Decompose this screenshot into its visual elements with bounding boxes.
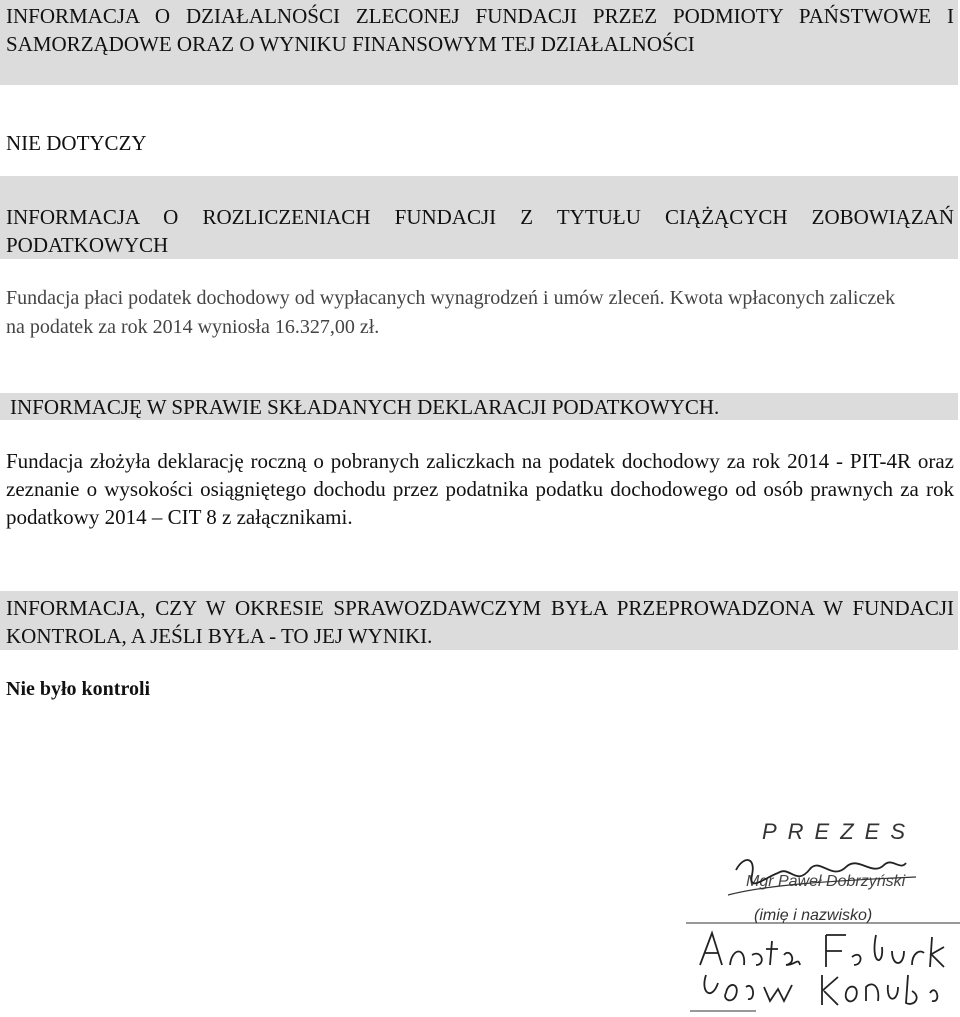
section-3-heading: INFORMACJĘ W SPRAWIE SKŁADANYCH DEKLARACJI PODATKOWYCH. <box>10 395 720 419</box>
handwritten-signatures <box>686 815 960 1017</box>
stamp-caption: (imię i nazwisko) <box>754 907 873 924</box>
signature-block <box>686 815 960 1017</box>
section-2-body: Fundacja płaci podatek dochodowy od wypłacanych wynagrodzeń i umów zleceń. Kwota wpłaconych zaliczek na podatek za rok 2014 wyniosła 16.327,00 zł. <box>6 287 896 338</box>
section-4-body: Nie było kontroli <box>6 678 151 700</box>
section-3-body: Fundacja złożyła deklarację roczną o pobranych zaliczkach na podatek dochodowy za rok 2014 - PIT-4R oraz zeznanie o wysokości osiągniętego dochodu przez podatnika podatku dochodowego od osób prawnych za rok podatkowy 2014 – CIT 8 z załącznikami. <box>6 449 954 529</box>
stamp-title: PREZES <box>762 819 917 844</box>
section-2-heading: INFORMACJA O ROZLICZENIACH FUNDACJI Z TYTUŁU CIĄŻĄCYCH ZOBOWIĄZAŃ PODATKOWYCH <box>6 205 954 257</box>
section-1-heading: INFORMACJA O DZIAŁALNOŚCI ZLECONEJ FUNDACJI PRZEZ PODMIOTY PAŃSTWOWE I SAMORZĄDOWE ORAZ O WYNIKU FINANSOWYM TEJ DZIAŁALNOŚCI <box>6 4 954 56</box>
section-4-heading: INFORMACJA, CZY W OKRESIE SPRAWOZDAWCZYM BYŁA PRZEPROWADZONA W FUNDACJI KONTROLA, A JEŚLI BYŁA - TO JEJ WYNIKI. <box>6 596 954 648</box>
stamp-name: Mgr Paweł Dobrzyński <box>746 873 906 890</box>
section-1-body: NIE DOTYCZY <box>6 131 147 155</box>
